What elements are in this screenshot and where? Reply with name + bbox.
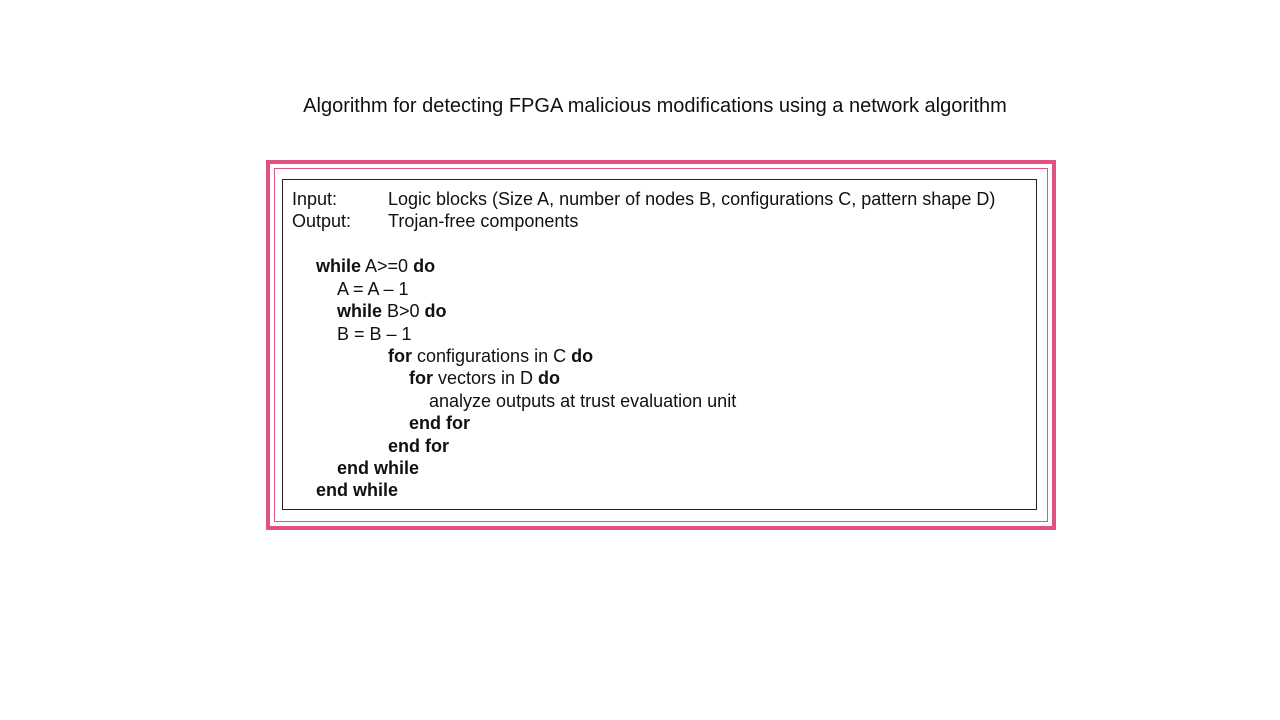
code-text: vectors in D [433,368,539,388]
keyword: end while [337,458,420,478]
code-line-analyze [429,390,736,412]
output-label: Output: [292,211,352,231]
algorithm-frame [266,160,1056,530]
code-text: A = A – 1 [337,279,409,299]
keyword: end while [316,480,399,500]
output-value: Trojan-free components [388,211,579,231]
keyword: end for [388,436,449,456]
page-title: Algorithm for detecting FPGA malicious modifications using a network algorithm [303,95,1007,117]
keyword: end for [409,413,470,433]
keyword: for [388,346,412,366]
algorithm-box [282,179,1037,510]
code-line-for-configurations [388,345,593,367]
keyword: for [409,368,433,388]
keyword: while [337,301,383,321]
keyword: do [413,256,436,276]
code-line-inner-while [337,300,447,322]
keyword: do [571,346,594,366]
code-text: A>=0 [361,256,414,276]
code-line-outer-while [316,255,435,277]
keyword: do [424,301,447,321]
input-row [292,188,995,210]
input-value: Logic blocks (Size A, number of nodes B, configurations C, pattern shape D) [388,189,996,209]
keyword: while [316,256,362,276]
code-line-end-while-inner [337,457,419,479]
keyword: do [538,368,561,388]
code-line-for-vectors [409,367,560,389]
code-line-end-for-inner [409,412,470,434]
input-label: Input: [292,189,338,209]
code-line-decrement-b [337,323,412,345]
code-text: B = B – 1 [337,324,412,344]
code-line-end-while-outer [316,479,398,501]
code-text: B>0 [382,301,425,321]
code-line-decrement-a [337,278,409,300]
code-text: analyze outputs at trust evaluation unit [429,391,737,411]
code-text: configurations in C [412,346,572,366]
output-row [292,210,578,232]
code-line-end-for-outer [388,435,449,457]
